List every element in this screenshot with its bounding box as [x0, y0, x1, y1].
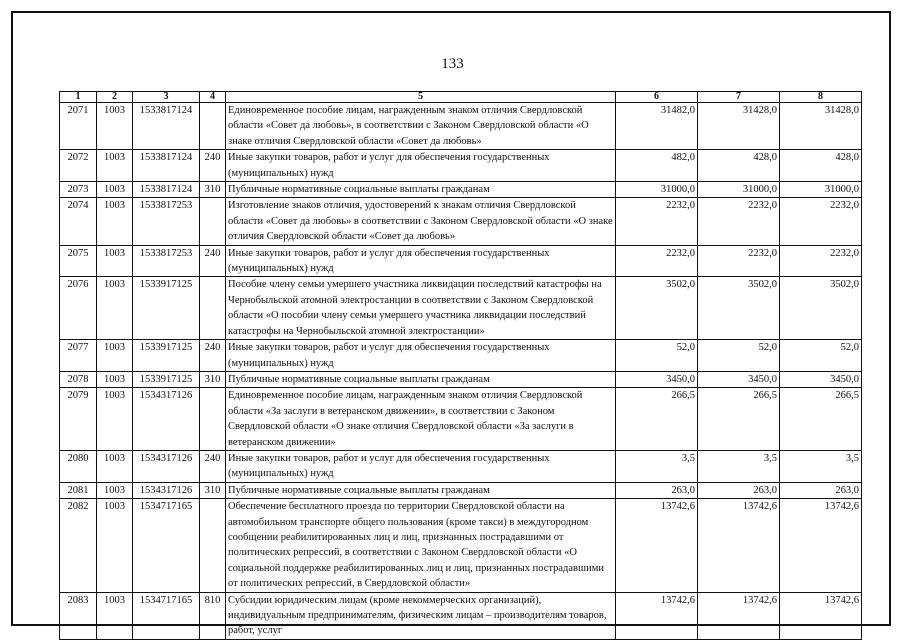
budget-table: [59, 91, 862, 640]
amount-column-6: 31000,0: [616, 182, 698, 198]
item-name: Иные закупки товаров, работ и услуг для обеспечения государственных (муниципальных) нужд: [226, 150, 616, 182]
section-code: 1003: [97, 150, 133, 182]
amount-column-8: 2232,0: [780, 245, 862, 277]
item-name: Обеспечение бесплатного проезда по территории Свердловской области на автомобильном транспорте общего пользования (кроме такси) в междугородном сообщении реабилитированных лиц и лиц, признанных пострадавшими от политических репрессий, в соответствии с Законом Свердловской области «О социальной поддержке реабилитированных лиц и лиц, признанных пострадавшими от политических репрессий, в Свердловской области»: [226, 499, 616, 592]
row-number: 2074: [60, 198, 97, 245]
amount-column-8: 2232,0: [780, 198, 862, 245]
section-code: 1003: [97, 340, 133, 372]
row-number: 2081: [60, 482, 97, 498]
amount-column-8: 3450,0: [780, 371, 862, 387]
amount-column-8: 3502,0: [780, 277, 862, 340]
amount-column-7: 263,0: [698, 482, 780, 498]
amount-column-8: 52,0: [780, 340, 862, 372]
item-name: Иные закупки товаров, работ и услуг для обеспечения государственных (муниципальных) нужд: [226, 450, 616, 482]
table-row: [60, 103, 862, 150]
target-article-code: 1533817253: [133, 198, 200, 245]
target-article-code: 1533917125: [133, 277, 200, 340]
table-row: [60, 182, 862, 198]
amount-column-8: 13742,6: [780, 592, 862, 639]
target-article-code: 1533817253: [133, 245, 200, 277]
target-article-code: 1534317126: [133, 388, 200, 451]
section-code: 1003: [97, 198, 133, 245]
expense-kind-code: [200, 499, 226, 592]
table-row: [60, 499, 862, 592]
item-name: Публичные нормативные социальные выплаты гражданам: [226, 482, 616, 498]
expense-kind-code: [200, 198, 226, 245]
item-name: Субсидии юридическим лицам (кроме некоммерческих организаций), индивидуальным предпринимателям, физическим лицам – производителям товаров, работ, услуг: [226, 592, 616, 639]
amount-column-6: 2232,0: [616, 198, 698, 245]
expense-kind-code: [200, 277, 226, 340]
table-header-row: [60, 92, 862, 103]
amount-column-7: 2232,0: [698, 245, 780, 277]
amount-column-7: 428,0: [698, 150, 780, 182]
amount-column-6: 263,0: [616, 482, 698, 498]
table-row: [60, 388, 862, 451]
expense-kind-code: 240: [200, 150, 226, 182]
amount-column-6: 266,5: [616, 388, 698, 451]
amount-column-6: 482,0: [616, 150, 698, 182]
column-header: 2: [97, 92, 133, 103]
table-body: [60, 103, 862, 640]
row-number: 2075: [60, 245, 97, 277]
table-row: [60, 277, 862, 340]
row-number: 2083: [60, 592, 97, 639]
amount-column-7: 13742,6: [698, 499, 780, 592]
item-name: Пособие члену семьи умершего участника ликвидации последствий катастрофы на Чернобыльской атомной электростанции в соответствии с Законом Свердловской области «О пособии члену семьи умершего участника ликвидации последствий катастрофы на Чернобыльской атомной электростанции»: [226, 277, 616, 340]
column-header: 6: [616, 92, 698, 103]
row-number: 2073: [60, 182, 97, 198]
table-row: [60, 482, 862, 498]
table-row: [60, 450, 862, 482]
section-code: 1003: [97, 388, 133, 451]
section-code: 1003: [97, 592, 133, 639]
amount-column-7: 266,5: [698, 388, 780, 451]
section-code: 1003: [97, 499, 133, 592]
item-name: Единовременное пособие лицам, награжденным знаком отличия Свердловской области «За заслуги в ветеранском движении», в соответствии с Законом Свердловской области «О знаке отличия Свердловской области «За заслуги в ветеранском движении»: [226, 388, 616, 451]
column-header: 1: [60, 92, 97, 103]
expense-kind-code: 310: [200, 371, 226, 387]
expense-kind-code: 310: [200, 182, 226, 198]
table-row: [60, 198, 862, 245]
expense-kind-code: 240: [200, 340, 226, 372]
expense-kind-code: 810: [200, 592, 226, 639]
amount-column-7: 3450,0: [698, 371, 780, 387]
row-number: 2078: [60, 371, 97, 387]
item-name: Публичные нормативные социальные выплаты гражданам: [226, 371, 616, 387]
expense-kind-code: 310: [200, 482, 226, 498]
target-article-code: 1533817124: [133, 103, 200, 150]
amount-column-7: 52,0: [698, 340, 780, 372]
table-row: [60, 150, 862, 182]
row-number: 2080: [60, 450, 97, 482]
amount-column-7: 31428,0: [698, 103, 780, 150]
row-number: 2077: [60, 340, 97, 372]
target-article-code: 1534317126: [133, 450, 200, 482]
row-number: 2082: [60, 499, 97, 592]
expense-kind-code: [200, 388, 226, 451]
expense-kind-code: 240: [200, 245, 226, 277]
row-number: 2079: [60, 388, 97, 451]
target-article-code: 1533817124: [133, 182, 200, 198]
amount-column-7: 2232,0: [698, 198, 780, 245]
table-row: [60, 371, 862, 387]
item-name: Единовременное пособие лицам, награжденным знаком отличия Свердловской области «Совет да любовь», в соответствии с Законом Свердловской области «О знаке отличия Свердловской области «Совет да любовь»: [226, 103, 616, 150]
target-article-code: 1533817124: [133, 150, 200, 182]
amount-column-8: 428,0: [780, 150, 862, 182]
target-article-code: 1534317126: [133, 482, 200, 498]
section-code: 1003: [97, 245, 133, 277]
page-number: 133: [441, 56, 464, 72]
section-code: 1003: [97, 450, 133, 482]
section-code: 1003: [97, 277, 133, 340]
column-header: 4: [200, 92, 226, 103]
target-article-code: 1534717165: [133, 592, 200, 639]
amount-column-8: 266,5: [780, 388, 862, 451]
column-header: 8: [780, 92, 862, 103]
target-article-code: 1533917125: [133, 340, 200, 372]
amount-column-6: 3,5: [616, 450, 698, 482]
amount-column-7: 31000,0: [698, 182, 780, 198]
column-header: 7: [698, 92, 780, 103]
amount-column-6: 13742,6: [616, 592, 698, 639]
expense-kind-code: 240: [200, 450, 226, 482]
amount-column-7: 13742,6: [698, 592, 780, 639]
amount-column-7: 3,5: [698, 450, 780, 482]
target-article-code: 1534717165: [133, 499, 200, 592]
row-number: 2076: [60, 277, 97, 340]
amount-column-8: 13742,6: [780, 499, 862, 592]
item-name: Иные закупки товаров, работ и услуг для обеспечения государственных (муниципальных) нужд: [226, 340, 616, 372]
item-name: Иные закупки товаров, работ и услуг для обеспечения государственных (муниципальных) нужд: [226, 245, 616, 277]
table-row: [60, 340, 862, 372]
amount-column-8: 3,5: [780, 450, 862, 482]
section-code: 1003: [97, 371, 133, 387]
amount-column-8: 263,0: [780, 482, 862, 498]
amount-column-6: 13742,6: [616, 499, 698, 592]
expense-kind-code: [200, 103, 226, 150]
section-code: 1003: [97, 182, 133, 198]
item-name: Изготовление знаков отличия, удостоверений к знакам отличия Свердловской области «Совет да любовь» в соответствии с Законом Свердловской области «О знаке отличия Свердловской области «Совет да любовь»: [226, 198, 616, 245]
amount-column-8: 31000,0: [780, 182, 862, 198]
table-row: [60, 592, 862, 639]
amount-column-6: 52,0: [616, 340, 698, 372]
column-header: 3: [133, 92, 200, 103]
section-code: 1003: [97, 482, 133, 498]
column-header: 5: [226, 92, 616, 103]
target-article-code: 1533917125: [133, 371, 200, 387]
section-code: 1003: [97, 103, 133, 150]
amount-column-6: 2232,0: [616, 245, 698, 277]
table-row: [60, 245, 862, 277]
row-number: 2072: [60, 150, 97, 182]
row-number: 2071: [60, 103, 97, 150]
amount-column-7: 3502,0: [698, 277, 780, 340]
amount-column-6: 31482,0: [616, 103, 698, 150]
item-name: Публичные нормативные социальные выплаты гражданам: [226, 182, 616, 198]
amount-column-6: 3450,0: [616, 371, 698, 387]
amount-column-8: 31428,0: [780, 103, 862, 150]
amount-column-6: 3502,0: [616, 277, 698, 340]
